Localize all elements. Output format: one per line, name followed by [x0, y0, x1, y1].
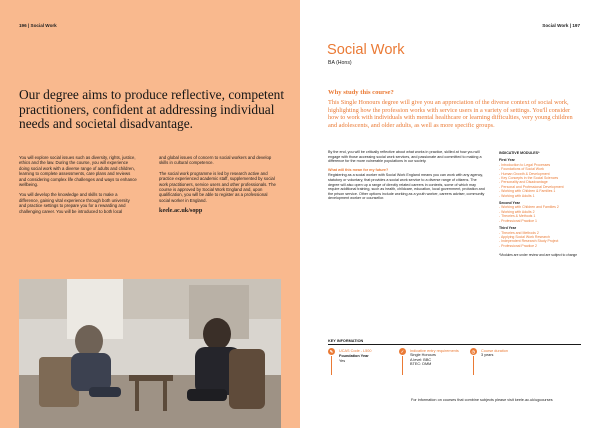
module-item: - Professional Practice 2 [499, 243, 537, 248]
module-item: - Foundations of Social Work [499, 167, 544, 172]
key-info-duration [470, 348, 540, 376]
module-item: - Independent Research Study Project [499, 239, 559, 244]
key-info-ucas [328, 348, 398, 376]
body-paragraph: You will explore social issues such as diversity, rights, justice, ethics and the law. During the course, you will experience doing social work with a diverse range of adults and children, learning to complete assessments, care plans and reviews and considering complex life challenges and ways to enhance wellbeing. [19, 155, 137, 188]
divider [331, 356, 332, 375]
page-folio-right: Social Work | 197 [542, 23, 580, 28]
body-paragraph: Registering as a social worker with Social Work England means you can work with any agency, statutory or voluntary, that provides a social work service to a diverse range of citizens. The degree will also open up a range of directly related careers in contexts, some of which may require additional training, such as health, childcare, education, local government, probation and the prison service. Other options include working as a youth worker, careers adviser, community development worker or counsellor. [328, 173, 485, 201]
body-paragraph: By the end, you will be critically reflective about what works in practice, skilled at how you will engage with those accessing social work services, and passionate and committed to making a difference for the more vulnerable populations in our society. [328, 150, 482, 164]
body-paragraph: The social work programme is led by research active and practice experienced academic staff, supplemented by social work practitioners, service users and other professionals. The course is approved by Social Work England and, upon qualification, you will be able to register as a professional social worker in England. [159, 170, 276, 203]
module-item: - Introduction to Legal Processes [499, 162, 551, 167]
modules-heading: INDICATIVE MODULES* [499, 151, 540, 155]
ucas-icon: ✎ [329, 349, 334, 354]
module-item: - Personality and Disadvantage [499, 180, 548, 185]
modules-note: *Modules are under review and are subject to change [499, 253, 578, 258]
entry-requirements-label: Indicative entry requirements [410, 349, 459, 353]
key-info-text [481, 349, 539, 358]
entry-requirements-icon: ✓ [400, 349, 405, 354]
module-item: - Working with Adults 1 [499, 193, 535, 198]
web-link[interactable]: keele.ac.uk/sopp [159, 207, 203, 215]
body-column-left [19, 155, 137, 219]
module-item: - Human Growth & Development [499, 171, 550, 176]
body-paragraph: You will develop the knowledge and skills to make a difference, gaining vital experience through both university and practice settings to prepare you for a rewarding and challenging career. You will be introduced to both local [19, 192, 130, 214]
divider [473, 356, 474, 375]
ucas-code: UCAS Code - L500 [339, 349, 372, 353]
why-study-heading: Why study this course? [328, 89, 394, 96]
divider [402, 356, 403, 375]
programme-title: Social Work [327, 42, 405, 58]
key-info-text [339, 349, 397, 363]
page-folio-left: 196 | Social Work [19, 23, 57, 28]
programme-award: BA (Hons) [328, 60, 352, 66]
body-column-right [159, 155, 277, 214]
entry-requirements-value: Single Honours A level: BBC BTEC: DMM [410, 353, 436, 367]
module-item: - Theories & Methods 1 [499, 214, 536, 219]
module-item: - Working with Adults 2 [499, 209, 535, 214]
module-item: - Applying Social Work Research [499, 234, 550, 239]
module-item: - Working with Children & Families 1 [499, 189, 556, 194]
module-item: - Key Concepts in the Social Sciences [499, 176, 559, 181]
key-info-text [410, 349, 468, 367]
future-heading: What will this mean for my future? [328, 167, 389, 172]
duration-icon: ◷ [471, 349, 476, 354]
indicative-modules [499, 151, 589, 257]
counselling-photo [19, 279, 281, 428]
body-paragraph: and global issues of concern to social workers and develop skills in cultural competence. [159, 155, 272, 166]
module-item: - Personal and Professional Development [499, 184, 564, 189]
year-label: Third Year [499, 226, 517, 231]
course-duration-label: Course duration [481, 349, 509, 353]
course-duration-value: 3 years [481, 353, 494, 358]
course-description [328, 150, 488, 205]
divider [328, 344, 581, 345]
foundation-year-value: Yes [339, 358, 346, 363]
lead-statement: Our degree aims to produce reflective, competent practitioners, confident at addressing individual needs and societal disadvantage. [19, 87, 285, 132]
key-info-entry [399, 348, 469, 376]
intro-paragraph: This Single Honours degree will give you an appreciation of the diverse context of social work, highlighting how the profession works with service users in a variety of settings. You'll consider how to work with individuals with mental healthcare or learning difficulties, very young children and adolescents, and older adults, as well as more specific groups. [328, 99, 573, 129]
module-item: - Theories and Methods 2 [499, 230, 539, 235]
year-label: Second Year [499, 201, 520, 206]
foundation-year-label: Foundation Year [339, 354, 369, 359]
module-item: - Working with Children and Families 2 [499, 205, 559, 210]
key-information-heading: KEY INFORMATION [328, 339, 364, 343]
module-item: - Professional Practice 1 [499, 218, 537, 223]
footnote: For information on courses that combine subjects please visit keele.ac.uk/ugcourses [411, 398, 553, 402]
year-label: First Year [499, 158, 515, 163]
